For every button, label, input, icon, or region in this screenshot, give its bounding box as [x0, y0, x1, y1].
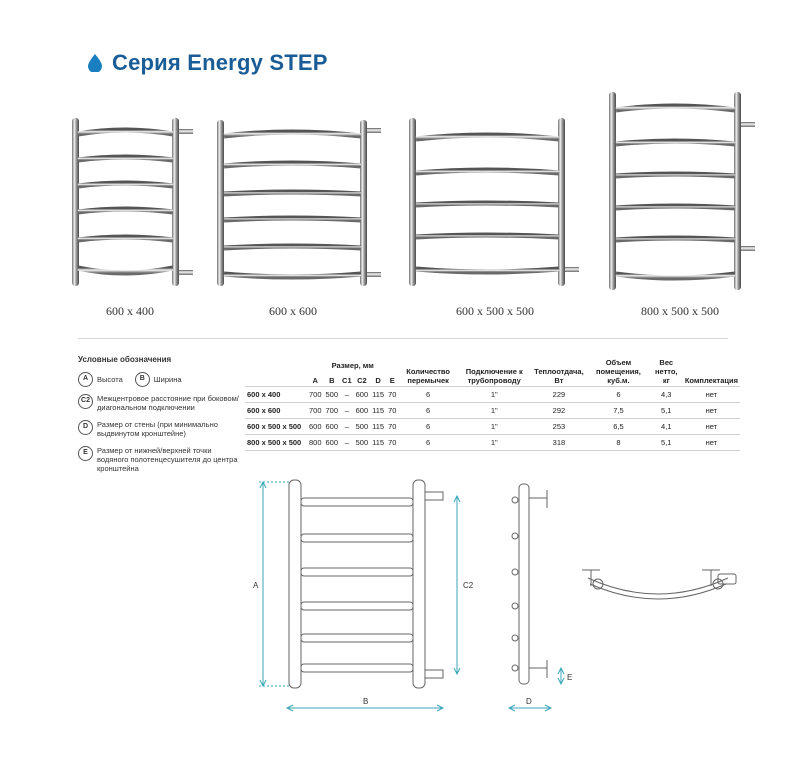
cell-a: 600 [307, 419, 324, 435]
product-caption: 800 x 500 x 500 [641, 304, 719, 318]
section-divider [78, 338, 728, 339]
table-subheader-model [245, 371, 307, 386]
cell-c2: 500 [354, 419, 371, 435]
cell-model: 600 x 500 x 500 [245, 419, 307, 435]
table-col-b: B [324, 371, 341, 386]
cell-c2: 600 [354, 403, 371, 419]
cell-model: 600 x 600 [245, 403, 307, 419]
cell-d: 115 [370, 403, 386, 419]
legend-label-d: Размер от стены (при минимально выдвинутом кронштейне) [97, 419, 218, 439]
cell-kit: нет [683, 435, 740, 451]
legend [78, 355, 243, 481]
dim-label-c2: C2 [463, 581, 474, 590]
top-view-drawing [578, 560, 743, 615]
product-image-800x500x500 [604, 90, 764, 295]
table-col-a: A [307, 371, 324, 386]
cell-conn: 1" [458, 387, 531, 403]
table-header-conn: Подключение к трубопроводу [465, 367, 523, 385]
table-header-row [245, 357, 740, 371]
cell-e: 70 [386, 403, 398, 419]
cell-d: 115 [370, 419, 386, 435]
product-caption: 600 x 400 [106, 304, 154, 318]
dim-label-d: D [526, 697, 532, 706]
cell-heat: 292 [531, 403, 587, 419]
table-row [245, 403, 740, 419]
cell-e: 70 [386, 435, 398, 451]
cell-b: 600 [324, 419, 341, 435]
legend-label-a: Высота [97, 374, 123, 384]
cell-conn: 1" [458, 419, 531, 435]
side-view-drawing [495, 478, 580, 728]
dim-label-e: E [567, 673, 573, 682]
legend-badge-e: E [78, 446, 93, 461]
cell-model: 600 x 400 [245, 387, 307, 403]
table-header-size: Размер, мм [331, 361, 374, 371]
table-row [245, 419, 740, 435]
cell-volume: 6,5 [587, 419, 650, 435]
cell-qty: 6 [398, 403, 457, 419]
product-image-600x400 [68, 112, 198, 292]
product-caption: 600 x 500 x 500 [456, 304, 534, 318]
cell-e: 70 [386, 419, 398, 435]
legend-label-b: Ширина [153, 374, 182, 384]
legend-label-e: Размер от нижней/верхней точки водяного полотенцесушителя до центра кронштейна [97, 445, 238, 474]
cell-model: 800 x 500 x 500 [245, 435, 307, 451]
table-col-c1: C1 [340, 371, 354, 386]
cell-b: 500 [324, 387, 341, 403]
page-title [88, 50, 328, 76]
cell-volume: 8 [587, 435, 650, 451]
cell-qty: 6 [398, 387, 457, 403]
legend-label-c2: Межцентровое расстояние при боковом/диагональном подключении [97, 394, 239, 413]
cell-kit: нет [683, 403, 740, 419]
product-caption: 600 x 600 [269, 304, 317, 318]
front-view-drawing [245, 470, 480, 725]
cell-a: 700 [307, 387, 324, 403]
cell-a: 800 [307, 435, 324, 451]
dim-label-a: A [253, 581, 259, 590]
legend-row-c2 [78, 394, 243, 413]
table-header-volume: Объем помещения, куб.м. [596, 358, 641, 385]
cell-b: 700 [324, 403, 341, 419]
table-row [245, 435, 740, 451]
cell-weight: 5,1 [650, 435, 683, 451]
cell-a: 700 [307, 403, 324, 419]
table-header-model [245, 357, 307, 371]
table-col-c2: C2 [354, 371, 371, 386]
cell-c2: 500 [354, 435, 371, 451]
product-image-600x600 [212, 116, 387, 291]
legend-row-d [78, 420, 243, 439]
table-header-heat: Теплоотдача, Вт [534, 367, 584, 385]
cell-d: 115 [370, 435, 386, 451]
dim-label-b: B [363, 697, 369, 706]
cell-d: 115 [370, 387, 386, 403]
cell-weight: 4,1 [650, 419, 683, 435]
cell-qty: 6 [398, 419, 457, 435]
table-header-weight: Вес нетто, кг [655, 358, 678, 385]
legend-row-ab [78, 372, 243, 387]
cell-conn: 1" [458, 403, 531, 419]
legend-badge-c2: C2 [78, 394, 93, 409]
cell-e: 70 [386, 387, 398, 403]
cell-kit: нет [683, 419, 740, 435]
cell-weight: 5,1 [650, 403, 683, 419]
cell-c1: – [340, 387, 354, 403]
table-col-d: D [370, 371, 386, 386]
cell-c1: – [340, 403, 354, 419]
cell-volume: 6 [587, 387, 650, 403]
cell-heat: 229 [531, 387, 587, 403]
cell-c1: – [340, 435, 354, 451]
cell-heat: 253 [531, 419, 587, 435]
cell-b: 600 [324, 435, 341, 451]
cell-conn: 1" [458, 435, 531, 451]
table-header-kit: Комплектация [684, 376, 738, 385]
water-drop-icon [88, 54, 102, 72]
legend-title: Условные обозначения [78, 355, 172, 364]
cell-volume: 7,5 [587, 403, 650, 419]
legend-badge-b: B [135, 372, 150, 387]
cell-heat: 318 [531, 435, 587, 451]
series-title: Серия Energy STEP [112, 50, 328, 75]
cell-qty: 6 [398, 435, 457, 451]
legend-badge-d: D [78, 420, 93, 435]
cell-kit: нет [683, 387, 740, 403]
table-row [245, 387, 740, 403]
cell-c2: 600 [354, 387, 371, 403]
legend-badge-a: A [78, 372, 93, 387]
legend-row-e [78, 446, 243, 474]
cell-c1: – [340, 419, 354, 435]
product-image-600x500x500 [404, 115, 584, 290]
cell-weight: 4,3 [650, 387, 683, 403]
spec-table [245, 357, 740, 451]
table-header-qty: Количество перемычек [406, 367, 450, 385]
table-col-e: E [386, 371, 398, 386]
